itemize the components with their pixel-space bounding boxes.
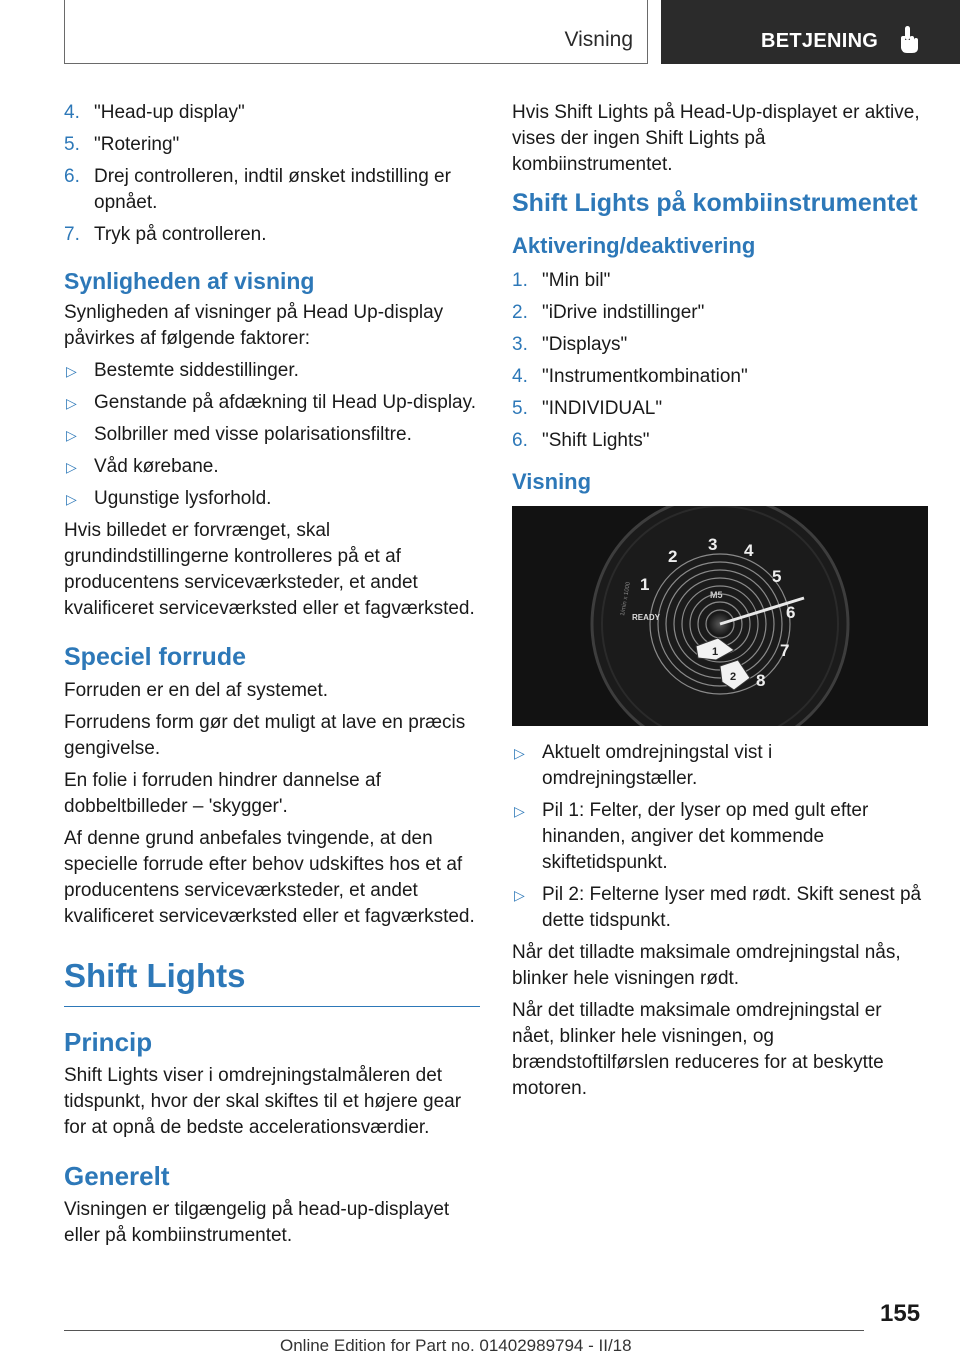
list-item: [512, 428, 928, 454]
triangle-bullet-icon: ▷: [514, 803, 525, 819]
bullet-text: Solbriller med visse polarisationsfiltre.: [94, 424, 412, 445]
step-text: "Rotering": [94, 134, 180, 155]
heading-speciel-forrude: Speciel forrude: [64, 643, 246, 671]
tick-label: 6: [786, 603, 796, 622]
page-header: [0, 0, 960, 66]
list-item: [64, 422, 480, 448]
paragraph: Hvis billedet er forvrænget, skal grundindstillingerne kontrolleres på et af producentens serviceværksteder, et andet kvalificeret serviceværksted eller et fagværksted.: [64, 520, 475, 619]
list-item: [64, 222, 480, 248]
step-number: 4.: [512, 366, 528, 387]
step-number: 1.: [512, 270, 528, 291]
tick-label: 2: [668, 547, 678, 566]
header-chapter-title: BETJENING: [761, 30, 879, 52]
triangle-bullet-icon: ▷: [66, 427, 77, 443]
paragraph: Når det tilladte maksimale omdrejningstal er nået, blinker hele visningen, og brændstoftilførslen reduceres for at beskytte motoren.: [512, 1000, 884, 1099]
list-item: [512, 396, 928, 422]
triangle-bullet-icon: ▷: [66, 395, 77, 411]
triangle-bullet-icon: ▷: [514, 745, 525, 761]
header-section-title: Visning: [564, 28, 633, 51]
bullet-text: Pil 1: Felter, der lyser op med gult efter hinanden, angiver det kommende skiftetidspunkt.: [542, 800, 869, 873]
heading-shift-lights-kombi: Shift Lights på kombiinstrumentet: [512, 189, 918, 217]
triangle-bullet-icon: ▷: [66, 363, 77, 379]
step-text: "Min bil": [542, 270, 611, 291]
list-item: [512, 882, 928, 934]
page-number: 155: [880, 1300, 921, 1327]
step-text: "Head-up display": [94, 102, 245, 123]
header-section-box: [64, 0, 648, 64]
list-item: [64, 358, 480, 384]
step-text: "Shift Lights": [542, 430, 650, 451]
step-text: "Instrumentkombination": [542, 366, 748, 387]
m5-badge: M5: [710, 590, 723, 600]
footer-divider: [64, 1330, 864, 1331]
step-text: Drej controlleren, indtil ønsket indstilling er opnået.: [94, 166, 451, 213]
tick-label: 8: [756, 671, 766, 690]
right-column: [512, 100, 928, 1108]
heading-visning: Visning: [512, 469, 592, 494]
triangle-bullet-icon: ▷: [66, 459, 77, 475]
bullet-text: Pil 2: Felterne lyser med rødt. Skift senest på dette tidspunkt.: [542, 884, 922, 931]
triangle-bullet-icon: ▷: [514, 887, 525, 903]
step-text: Tryk på controlleren.: [94, 224, 267, 245]
heading-aktivering: Aktivering/deaktivering: [512, 233, 756, 258]
tick-label: 3: [708, 535, 718, 554]
paragraph: Visningen er tilgængelig på head-up-displayet eller på kombiinstrumentet.: [64, 1199, 450, 1246]
heading-princip: Princip: [64, 1027, 153, 1057]
svg-text:1: 1: [712, 646, 719, 658]
bullet-text: Våd kørebane.: [94, 456, 219, 477]
list-item: [512, 268, 928, 294]
step-text: "iDrive indstillinger": [542, 302, 705, 323]
pointing-hand-icon: [897, 26, 923, 54]
list-item: [512, 332, 928, 358]
step-number: 5.: [64, 134, 80, 155]
header-chapter-box: [661, 0, 960, 64]
svg-text:2: 2: [730, 671, 737, 683]
step-number: 5.: [512, 398, 528, 419]
ready-label: READY: [632, 613, 661, 622]
paragraph: Hvis Shift Lights på Head-Up-displayet er aktive, vises der ingen Shift Lights på kombiinstrumentet.: [512, 102, 920, 175]
scale-unit-label: 1/min x 1000: [620, 581, 632, 617]
tachometer-figure: [512, 506, 928, 726]
footer-edition: Online Edition for Part no. 01402989794 - II/18: [280, 1336, 632, 1355]
step-number: 6.: [512, 430, 528, 451]
step-number: 7.: [64, 224, 80, 245]
bullet-text: Ugunstige lysforhold.: [94, 488, 272, 509]
bullet-text: Aktuelt omdrejningstal vist i omdrejningstæller.: [542, 742, 773, 789]
step-number: 4.: [64, 102, 80, 123]
left-column: [64, 100, 480, 1255]
step-number: 2.: [512, 302, 528, 323]
step-number: 3.: [512, 334, 528, 355]
tick-label: 7: [780, 641, 790, 660]
list-item: [64, 486, 480, 512]
bullet-text: Bestemte siddestillinger.: [94, 360, 299, 381]
tick-label: 1: [640, 575, 650, 594]
list-item: [64, 454, 480, 480]
list-item: [64, 132, 480, 158]
paragraph: En folie i forruden hindrer dannelse af dobbeltbilleder – 'skygger'.: [64, 770, 381, 817]
step-number: 6.: [64, 166, 80, 187]
list-item: [512, 798, 928, 876]
paragraph: Shift Lights viser i omdrejningstalmåleren det tidspunkt, hvor der skal skiftes til et højere gear for at opnå de bedste accelerationsværdier.: [64, 1065, 462, 1138]
tachometer-illustration: [512, 506, 928, 726]
paragraph: Forrudens form gør det muligt at lave en præcis gengivelse.: [64, 712, 466, 759]
paragraph: Af denne grund anbefales tvingende, at den specielle forrude efter behov udskiftes hos et af producentens serviceværksteder, et andet kvalificeret serviceværksted eller et fagværksted.: [64, 828, 475, 927]
paragraph: Synligheden af visninger på Head Up-display påvirkes af følgende faktorer:: [64, 302, 444, 349]
heading-generelt: Generelt: [64, 1161, 170, 1191]
step-text: "INDIVIDUAL": [542, 398, 663, 419]
paragraph: Når det tilladte maksimale omdrejningstal nås, blinker hele visningen rødt.: [512, 942, 901, 989]
list-item: [512, 364, 928, 390]
heading-shift-lights: Shift Lights: [64, 956, 480, 1007]
list-item: [64, 390, 480, 416]
step-text: "Displays": [542, 334, 628, 355]
list-item: [512, 300, 928, 326]
bullet-text: Genstande på afdækning til Head Up-display.: [94, 392, 476, 413]
list-item: [64, 164, 480, 216]
list-item: [64, 100, 480, 126]
triangle-bullet-icon: ▷: [66, 491, 77, 507]
heading-synlighed: Synligheden af visning: [64, 268, 315, 294]
list-item: [512, 740, 928, 792]
tick-label: 4: [744, 541, 754, 560]
paragraph: Forruden er en del af systemet.: [64, 680, 329, 701]
tick-label: 5: [772, 567, 782, 586]
